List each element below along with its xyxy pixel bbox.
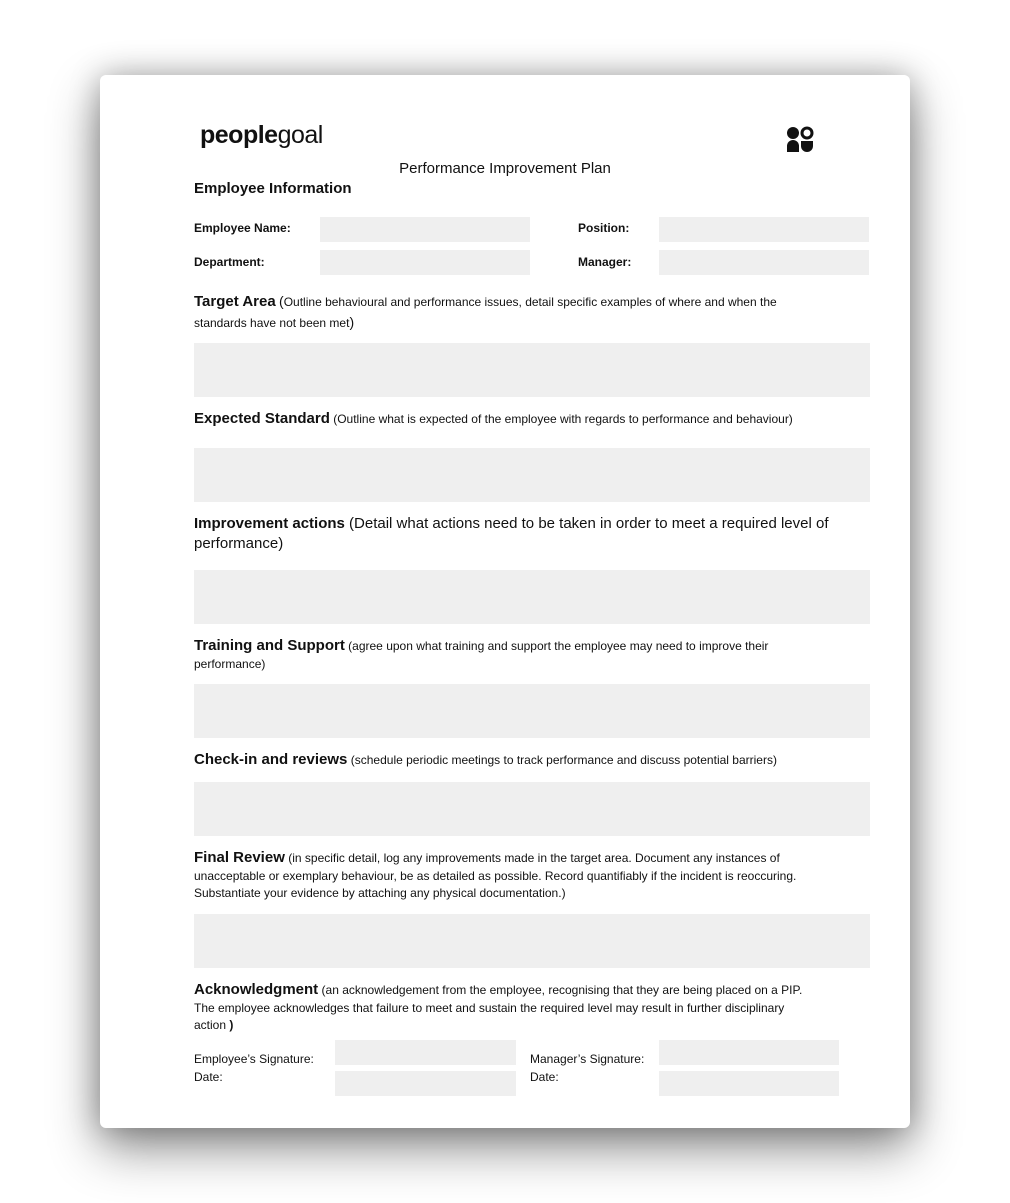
target-area-note: Outline behavioural and performance issues, detail specific examples of where and when the standards have not been met xyxy=(194,295,777,330)
position-field[interactable] xyxy=(659,217,869,242)
target-area-close-paren: ) xyxy=(349,314,355,330)
target-area-open-paren: ( xyxy=(279,293,284,309)
employee-name-field[interactable] xyxy=(320,217,530,242)
final-review-field[interactable] xyxy=(194,914,870,968)
training-support-heading: Training and Support xyxy=(194,637,345,654)
expected-standard-heading: Expected Standard xyxy=(194,410,330,427)
target-area-field[interactable] xyxy=(194,343,870,397)
manager-date-label: Date: xyxy=(530,1070,559,1084)
acknowledgment-note: (an acknowledgement from the employee, recognising that they are being placed on a PIP. The employee acknowledges that failure to meet and sustain the required level may result in further disciplinary action xyxy=(194,983,803,1032)
document-title: Performance Improvement Plan xyxy=(399,160,611,177)
peoplegoal-logo xyxy=(200,121,323,150)
employee-information-heading: Employee Information xyxy=(194,180,352,197)
training-support-note: (agree upon what training and support the employee may need to improve their performance) xyxy=(194,639,769,671)
training-support-field[interactable] xyxy=(194,684,870,738)
position-label: Position: xyxy=(578,221,630,235)
target-area-heading: Target Area xyxy=(194,293,276,310)
manager-label: Manager: xyxy=(578,255,632,269)
acknowledgment-close-paren: ) xyxy=(229,1018,234,1032)
manager-signature-field[interactable] xyxy=(659,1040,839,1065)
manager-date-field[interactable] xyxy=(659,1071,839,1096)
checkin-reviews-note: (schedule periodic meetings to track performance and discuss potential barriers) xyxy=(350,753,777,767)
final-review-note: (in specific detail, log any improvements made in the target area. Document any instances of unacceptable or exemplary behaviour, be as detailed as possible. Record quantifiably if the incident is reoccuring. Substantiate your evidence by attaching any physical documentation.) xyxy=(194,851,797,900)
logo-light-text: goal xyxy=(277,121,323,149)
checkin-reviews-field[interactable] xyxy=(194,782,870,836)
department-label: Department: xyxy=(194,255,265,269)
pip-document-page xyxy=(100,75,910,1128)
employee-date-field[interactable] xyxy=(335,1071,516,1096)
employee-signature-label: Employee’s Signature: xyxy=(194,1052,314,1066)
department-field[interactable] xyxy=(320,250,530,275)
acknowledgment-heading: Acknowledgment xyxy=(194,981,319,998)
manager-field[interactable] xyxy=(659,250,869,275)
manager-signature-label: Manager’s Signature: xyxy=(530,1052,645,1066)
peoplegoal-mark-icon xyxy=(786,126,814,152)
acknowledgment-section-header xyxy=(194,981,806,1035)
logo-bold-text: people xyxy=(200,121,278,149)
expected-standard-note: (Outline what is expected of the employee with regards to performance and behaviour) xyxy=(333,412,793,426)
expected-standard-field[interactable] xyxy=(194,448,870,502)
checkin-reviews-section-header xyxy=(194,751,870,769)
employee-date-label: Date: xyxy=(194,1070,223,1084)
final-review-heading: Final Review xyxy=(194,849,285,866)
improvement-actions-field[interactable] xyxy=(194,570,870,624)
training-support-section-header xyxy=(194,637,794,673)
target-area-section-header xyxy=(194,291,794,333)
improvement-actions-note: (Detail what actions need to be taken in order to meet a required level of performance) xyxy=(194,515,829,552)
improvement-actions-section-header xyxy=(194,514,834,554)
employee-signature-field[interactable] xyxy=(335,1040,516,1065)
employee-name-label: Employee Name: xyxy=(194,221,291,235)
expected-standard-section-header xyxy=(194,410,870,428)
improvement-actions-heading: Improvement actions xyxy=(194,515,345,532)
checkin-reviews-heading: Check-in and reviews xyxy=(194,751,348,768)
final-review-section-header xyxy=(194,849,804,903)
